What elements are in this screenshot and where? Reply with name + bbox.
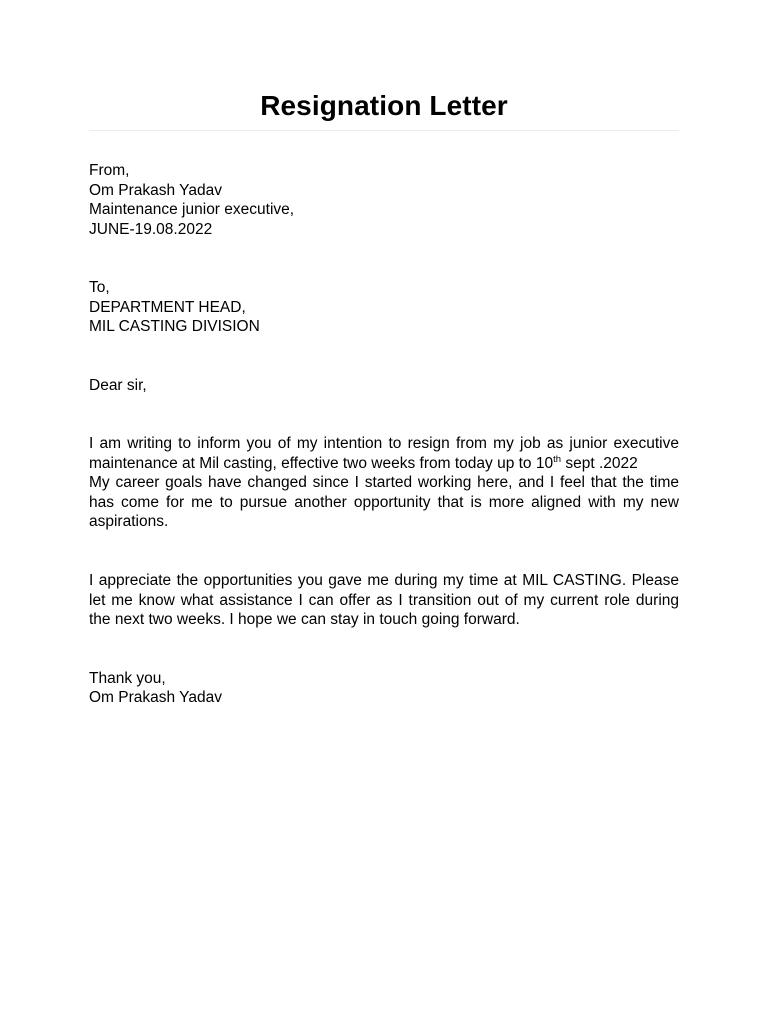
- closing-signature-name: Om Prakash Yadav: [89, 689, 222, 707]
- to-recipient-division: MIL CASTING DIVISION: [89, 318, 260, 335]
- blank-line-4: [89, 532, 679, 552]
- closing-block: [89, 669, 679, 708]
- from-sender-designation: Maintenance junior executive,: [89, 201, 295, 218]
- body-paragraph-1: [89, 434, 679, 473]
- to-address-block: [89, 278, 679, 337]
- title-divider: [89, 130, 679, 131]
- paragraph-1-ordinal-suffix: th: [553, 453, 562, 465]
- salutation: Dear sir,: [89, 376, 147, 394]
- document-text-column: [89, 88, 679, 708]
- from-sender-name: Om Prakash Yadav: [89, 181, 222, 199]
- body-paragraph-2: My career goals have changed since I started working here, and I feel that the time has come for me to pursue another opportunity that is more aligned with my new aspirations.: [89, 474, 679, 531]
- blank-line-2: [89, 337, 679, 357]
- from-date: JUNE-19.08.2022: [89, 220, 213, 238]
- to-recipient-title: DEPARTMENT HEAD,: [89, 298, 246, 316]
- body-paragraph-3: I appreciate the opportunities you gave me during my time at MIL CASTING. Please let me know what assistance I can offer as I transition out of my current role during the next two weeks. I hope we can stay in touch going forward.: [89, 571, 679, 629]
- to-label: To,: [89, 279, 110, 296]
- closing-thanks: Thank you,: [89, 669, 166, 687]
- blank-line-5: [89, 630, 679, 650]
- from-label: From,: [89, 162, 130, 179]
- paragraph-1-text-b: sept .2022: [561, 454, 638, 472]
- blank-line-1: [89, 239, 679, 259]
- blank-line-3: [89, 395, 679, 415]
- from-address-block: [89, 161, 679, 239]
- paragraph-1-text-a: I am writing to inform you of my intention to resign from my job as junior executive maintenance at Mil casting, effective two weeks from today up to 10: [89, 435, 679, 472]
- page-title: Resignation Letter: [260, 90, 508, 121]
